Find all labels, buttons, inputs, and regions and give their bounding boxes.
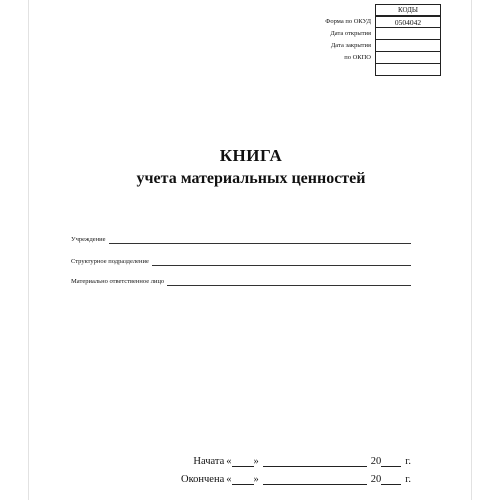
start-date-label: Начата (193, 456, 225, 467)
codes-row-close-date (271, 40, 441, 52)
okud-label: Форма по ОКУД (325, 18, 371, 25)
institution-line[interactable] (109, 237, 411, 244)
start-open-quote: « (226, 456, 232, 467)
end-date-label: Окончена (181, 474, 225, 485)
responsible-field[interactable] (71, 276, 411, 286)
start-day-blank[interactable] (232, 456, 254, 467)
okpo-label: по ОКПО (344, 54, 371, 61)
codes-row-okud (271, 16, 441, 28)
end-year-prefix: 20 (370, 474, 382, 485)
book-title: КНИГА (219, 146, 283, 165)
close-date-label: Дата закрытия (330, 42, 371, 49)
end-year-suffix: г. (405, 474, 411, 485)
end-month-blank[interactable] (263, 474, 367, 485)
end-date-row[interactable] (181, 471, 411, 485)
start-year-blank[interactable] (381, 456, 401, 467)
okpo-value[interactable] (375, 52, 441, 64)
responsible-label: Материально ответственное лицо (71, 278, 165, 285)
department-field[interactable] (71, 256, 411, 266)
document-page (28, 0, 472, 500)
okud-value[interactable]: 0504042 (375, 16, 441, 28)
end-day-blank[interactable] (232, 474, 254, 485)
start-year-prefix: 20 (370, 456, 382, 467)
codes-header-row (271, 4, 441, 16)
institution-field[interactable] (71, 234, 411, 244)
open-date-label: Дата открытия (330, 30, 371, 37)
codes-row-extra (271, 64, 441, 76)
end-open-quote: « (226, 474, 232, 485)
end-year-blank[interactable] (381, 474, 401, 485)
extra-value[interactable] (375, 64, 441, 76)
institution-label: Учреждение (71, 236, 106, 243)
open-date-value[interactable] (375, 28, 441, 40)
department-label: Структурное подразделение (71, 258, 149, 265)
codes-block (271, 4, 441, 76)
codes-row-open-date (271, 28, 441, 40)
end-close-quote: » (253, 474, 259, 485)
codes-row-okpo (271, 52, 441, 64)
start-year-suffix: г. (405, 456, 411, 467)
codes-header: КОДЫ (375, 4, 441, 16)
book-subtitle: учета материальных ценностей (136, 170, 366, 187)
close-date-value[interactable] (375, 40, 441, 52)
start-month-blank[interactable] (263, 456, 367, 467)
start-date-row[interactable] (193, 453, 411, 467)
responsible-line[interactable] (167, 279, 411, 286)
start-close-quote: » (253, 456, 259, 467)
department-line[interactable] (152, 259, 411, 266)
